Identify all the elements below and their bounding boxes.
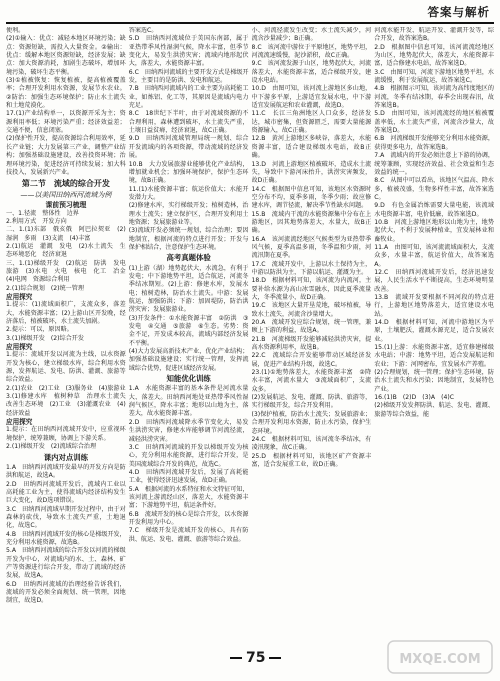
watermark-text: MXQE.COM — [399, 652, 481, 667]
answer-paragraph: 15.B 流域内干流的水能资源集中分布在上游地区，因其地势落差大，水量大，故B正确。 — [251, 210, 372, 235]
answer-paragraph: 20.A 流域开发应综合规划，统一管理，兼顾上下游的利益，故选A。 — [251, 319, 372, 335]
answer-paragraph: 6.B 流域开发的核心是综合开发，以水资源开发利用为中心。 — [128, 510, 249, 526]
answer-paragraph: 14.D 根据材料可知，河流中游地区为平原，土壤肥沃，灌溉水源充足，适合发展农业。 — [374, 319, 494, 343]
column-1 — [6, 27, 126, 647]
answer-paragraph: 河流水能开发、航运开发、灌溉开发等，综合开发，故答案选B。 — [374, 27, 494, 43]
answer-paragraph: 19.C 该地区大量开垦荒地，破坏植被，导致水土流失，河流含沙量增大。 — [251, 302, 372, 318]
answer-paragraph: 12.C 田纳西河流域开发后，经济迅速发展，人民生活水平不断提高，生态环境明显改善。 — [374, 268, 494, 293]
answer-paragraph: (3)①植被恢复：恢复植被，提高植被覆盖率；合理开发利用水资源，发展节水农业。②防治：加强生态环境保护；防止水土流失和土地荒漠化。 — [6, 77, 126, 110]
answer-paragraph: (4)大力发展高新技术产业，优化产业结构；加强基础设施建设；实行统一管理，发挥流域综合优势，促进区域经济发展。 — [128, 348, 249, 372]
answer-paragraph: (3)开发条件：①水能资源丰富 ②防洪 ③发电 ④交通 ⑤旅游 ⑥生态。劣势：资金不足，开发成本较高，流域内部经济发展不平衡。 — [128, 314, 249, 347]
heading-sec: 第二节 流域的综合开发 — [21, 179, 110, 189]
page-number-text: 75 — [246, 650, 266, 666]
heading-head: 课前预习梳理 — [45, 201, 87, 210]
answer-paragraph: 12.B 黄河上游地区多峡谷，落差大，水能资源丰富，适合建设梯级水电站，故B正确。 — [251, 135, 372, 160]
answer-paragraph: 10.B 河流上游地区地形以山地为主，地势起伏大，不利于发展种植业，宜发展林业和畜牧业。 — [374, 218, 494, 243]
column-4 — [374, 27, 494, 647]
answer-paragraph: 10.B 大力发展旅游业能够优化产业结构，增加就业机会；加强环境保护，保护生态环境，故B正确。 — [128, 160, 249, 185]
answer-paragraph: 8.C 18世纪下半叶，由于对流域资源的不合理利用，森林遭到破坏，水土流失严重，土壤日益贫瘠，经济衰退，故C正确。 — [128, 110, 249, 135]
answer-paragraph: 5.A 根据河流的水系特征和水文特征可知，该河流上游流经山区，落差大，水能资源丰富；下游地势平坦，航运条件好。 — [128, 485, 249, 510]
answer-paragraph: 24.C 根据材料可知，该河流冬季结冰，有凌汛现象，故C正确。 — [251, 435, 372, 452]
heading-box: 课内对点训练 — [43, 452, 89, 462]
column-3 — [252, 27, 372, 647]
column-2 — [129, 27, 249, 647]
answer-paragraph: 21.B 河流梯级开发能够减轻洪涝灾害，提高水资源利用率，故选B。 — [251, 335, 372, 352]
answer-paragraph: 5.A 田纳西河流域的综合开发以河流的梯级开发为中心，对流域内的水、土、森林、矿产等资源进行综合开发，带动了流域的经济发展，故选A。 — [6, 547, 126, 580]
answer-paragraph: 2.D 田纳西河流域开发后，流域内工业以高耗能工业为主，使得流域内经济结构发生巨大变化，故D选项错误。 — [6, 480, 126, 505]
page-number-dash-right — [269, 657, 281, 659]
answer-paragraph: 2.(1)航运 灌溉 发电 (2)水土流失 生态环境恶化 经济衰退 — [6, 242, 126, 259]
answer-paragraph: 3.C 田纳西河流域的开发以梯级开发为核心，充分利用水能资源，进行综合开发，是美国流域综合开发的典范，故选C。 — [128, 443, 249, 468]
answer-paragraph: 1.A 水能资源丰富的基本条件是河流水量大、落差大。田纳西河地处亚热带季风性湿润气候区，降水丰富；地形以山地为主，落差大，故水能资源丰富。 — [128, 385, 249, 418]
answer-paragraph: 25.D 根据材料可知，该地区矿产资源丰富，适合发展重工业，故D正确。 — [251, 452, 372, 468]
answer-paragraph: 2.(1)梯级开发 (2)流域综合治理 — [6, 443, 97, 451]
answer-paragraph: 2.D 田纳西河流域降水季节变化大，易发生洪涝灾害，修建水库能够调节河流径流，减轻洪涝灾害。 — [128, 418, 249, 443]
answer-paragraph: 5.D 田纳西河流域位于美国东南部，属于亚热带季风性湿润气候，降水丰富，但季节变化大，易发生洪涝灾害；流域内地形起伏大，落差大，水能资源丰富。 — [128, 35, 249, 68]
answer-paragraph: 7.B 田纳西河流域内的工业主要为高耗能工业，如炼铝、化工等，其原因是流域内电力充足。 — [128, 85, 249, 110]
answer-paragraph: 9.D 有色金属冶炼需要大量电能，该流域水电资源丰富，电价低廉，故答案选D。 — [374, 202, 494, 218]
answer-paragraph: 11.A 由图可知，该河流流域面积大，支流众多，水量丰富，航运价值大，故答案选A。 — [374, 243, 494, 268]
page-number-dash-left — [230, 657, 242, 659]
heading-sub: ——以美国田纳西河流域为例 — [20, 191, 112, 200]
site-watermark-logo — [386, 639, 494, 675]
answer-paragraph: 13.D 河流上游地区植被破坏，造成水土流失，导致中下游河床抬升，洪涝灾害频发，故D正确。 — [251, 160, 372, 185]
answer-paragraph: 7.A 流域内的开发必须注意上下游的协调，统筹兼顾，实现经济效益、社会效益和生态效益的统一。 — [374, 152, 494, 176]
answer-paragraph: 10.D 由图可知，该河流上游地区多山地，中下游多平原，上游适宜发展水电，中下游适宜发展航运和农业灌溉，故选D。 — [251, 85, 372, 110]
answer-paragraph: (2)合理规划，统一管理；保护生态环境，防治水土流失和水污染；因地制宜，发展特色产业。 — [374, 369, 494, 393]
answer-paragraph: 2.(1)农业 (2)工业 (3)服务业 (4)旅游业 — [6, 384, 126, 392]
answer-paragraph: 3.C 田纳西河流域早期开发过程中，由于对森林的砍伐，导致水土流失严重，土地退化，故选C。 — [6, 505, 126, 530]
answer-paragraph: 16.(1)B (2)D (3)A (4)C — [374, 394, 455, 402]
answer-paragraph: 14.C 根据图中信息可知，该地区水资源时空分布不均，夏季多雨，冬季少雨；故应修建水库，调节径流，解决季节性缺水问题。 — [251, 185, 372, 210]
answer-paragraph: 2.提示：可以，原因略。 — [6, 326, 73, 334]
answer-paragraph: 1.提示：(1)流域面积广，支流众多，落差大，水能资源丰富；(2)上游山区开发晚，经济落后，植被破坏，水土流失加剧。 — [6, 301, 126, 325]
answer-paragraph: (2)保护性开发，提高资源综合利用效率，延长产业链；大力发展第三产业，调整产业结构；加强基础设施建设，改善投资环境；治理环境污染，促进经济可持续发展；加大科技投入，发展新兴产业。 — [6, 135, 126, 176]
answer-paragraph: 3.(1)修建水库 植树种草 治理水土流失 改善生态环境 (2)工业 (3)灌溉农业 (4)经济效益 — [6, 393, 126, 417]
answer-paragraph: 15.(1)上游：水能资源丰富，适宜修建梯级水电站；中游：地势平坦，适合发展航运和农业；下游：河网密布，宜发展水产养殖。 — [374, 344, 494, 368]
answer-paragraph: 22.C 流域综合开发能够带动区域经济发展，促进产业结构升级，故选C。 — [251, 352, 372, 368]
answer-paragraph: 5.D 由图可知，该河流流经的地区植被覆盖率低，水土流失严重，河流含沙量大，故答案选D。 — [374, 110, 494, 135]
heading-head2: 应用探究 — [6, 418, 33, 427]
answer-paragraph: (2)梯级开发发挥防洪、航运、发电、灌溉、旅游等综合效益，能 — [374, 402, 494, 418]
answer-paragraph: 二、1.(1)东部 俄亥俄 阿巴拉契亚 (2)湿润 多雨 (3)支流 (4)丰富 — [6, 226, 126, 242]
answer-paragraph: 2.(1)综合规划 (2)统一管理 — [6, 284, 84, 292]
header-title: 答案与解析 — [427, 5, 490, 19]
answer-paragraph: 17.C 流域开发中，上游以水土保持为主，中游以防洪为主，下游以航运、灌溉为主。 — [251, 260, 372, 276]
answer-paragraph: (3)流域开发必须统一规划，综合治理；要因地制宜，根据河流的特点进行开发；开发与保护相结合，注意保护生态环境。 — [128, 227, 249, 251]
answer-paragraph: 18.D 根据材料可知，该河流为内流河，主要补给水源为高山冰雪融水，因此夏季流量大，冬季流量小，故D正确。 — [251, 277, 372, 301]
answer-paragraph: 8.C 从图中可以看出，该地区气温高、降水多，植被茂盛，生物多样性丰富，故答案选C。 — [374, 177, 494, 201]
answer-paragraph: 9.C 该河流发源于山区，地势起伏大，河流落差大，水能资源丰富，适合梯级开发，建设水电站。 — [251, 60, 372, 85]
answer-paragraph: 3.(1)梯级开发 (2)综合开发 — [6, 334, 84, 342]
answer-paragraph: 4.B 田纳西河流域开发的核心是梯级开发，充分利用水能资源，故选B。 — [6, 530, 126, 546]
answer-paragraph: 8.C 该河流中游位于平原地区，地势平坦，河流流速缓慢，泥沙淤积，故C正确。 — [251, 43, 372, 60]
heading-box: 知能优化训练 — [166, 374, 211, 384]
answer-paragraph: 1.提示：流域开发以河流为主线，以水资源开发为核心，建立梯级水库，综合利用水资源，发挥航运、发电、防洪、灌溉、旅游等综合效益。 — [6, 351, 126, 384]
answer-paragraph: 小、河流径流发生改变；水土流失减少，河流含沙量减少；B正确。 — [251, 27, 372, 43]
answer-paragraph: 2.D 根据图中信息可知，该河流流经地区为山区，地势起伏大，落差大，水能资源丰富，适合修建水电站，故答案选D。 — [374, 43, 494, 68]
answer-paragraph: 3.C 由图可知，河流下游地区地势平坦，水流缓慢，利于发展航运，故答案选C。 — [374, 68, 494, 85]
answer-paragraph: 6.D 田纳西河流域的治理经验告诉我们，流域的开发必须全面规划、统一管理，因地制宜，故选D。 — [6, 580, 126, 605]
heading-box: 高考真题体验 — [166, 253, 211, 263]
answer-paragraph: 6.B 河流梯级开发能够充分利用水能资源，获得更多电力，故答案选B。 — [374, 135, 494, 151]
answer-paragraph: 13.B 流域开发要根据不同河段的特点进行，上游地区地势落差大，适宜建设水电站。 — [374, 294, 494, 318]
watermark-mark — [386, 639, 494, 675]
answer-paragraph: 三、1.(1)梯级开发 (2)航运 防洪 发电 旅游 (3)水电 火电 核电 化工 冶金 (4)电网 资源综合利用 — [6, 259, 126, 284]
text-columns — [6, 27, 494, 647]
answer-paragraph: 23.(1)①地势落差大，水能资源丰富 ②降水丰富，河流水量大 ③流域面积广，支流众多。 — [251, 369, 372, 393]
answer-paragraph: 4.B 根据图示可知，该河流为高纬度地区的河流，冬季有结冰期，春季会出现春汛，故答案选B。 — [374, 85, 494, 110]
answer-paragraph: 17.(1)产业结构单一，以资源开采为主；资源利用率低；环境污染严重；经济效益差；交通不便，信息闭塞。 — [6, 110, 126, 135]
answer-paragraph: 一、1.径流 整体性 边界 — [6, 209, 79, 217]
answer-paragraph: 便利。 — [6, 27, 25, 34]
answer-paragraph: (1)上游（湖）地势起伏大，水流急，有利于发电；中下游地势平坦，适合航运，河流冬季结冰期短。(2)上游：修建水库，发展水电；植树造林，防治水土流失。中游：发展航运，加强防洪；下游：加固堤防，防治洪涝灾害；发展旅游业。 — [128, 264, 249, 314]
answer-paragraph: (2)①输入：优点：减轻本地区环境污染；缺点：资源短缺，需投入大量资金。②输出：优点：缓解本地区资源短缺，经济发展；缺点：加大资源消耗，加剧生态破坏，增加环境污染，破坏生态平衡。 — [6, 35, 126, 76]
answer-paragraph: 9.D 田纳西河流域管理局统一规划、综合开发流域内的各项资源，带动流域的经济发展。 — [128, 135, 249, 160]
answer-paragraph: 4.D 田纳西河流域开发后，发展了高耗能工业，使得经济迅速发展，故D正确。 — [128, 468, 249, 485]
answer-paragraph: (2)修建水库，实行梯级开发；植树造林，治理水土流失；建立保护区，合理开发利用土地资源；发展旅游业等。 — [128, 202, 249, 226]
heading-head2: 应用探究 — [6, 343, 33, 352]
answer-paragraph: 16.A 该河流流经地区气候类型为亚热带季风气候，夏季高温多雨，冬季温和少雨，河流汛期在夏季。 — [251, 235, 372, 260]
answer-paragraph: 2.利用方式 开发方向 — [6, 217, 67, 225]
answer-paragraph: 11.C 长江三角洲地区人口众多，经济发达，城市密集，但资源匮乏，需要大量能源资源输入，故C正确。 — [251, 110, 372, 135]
header-rule — [6, 22, 494, 24]
answer-paragraph: (3)保护植被，防治水土流失；发展旅游业；合理开发利用水资源，防止水污染，保护生态环境。 — [251, 410, 372, 435]
answer-paragraph: 答案选C。 — [128, 27, 158, 34]
answer-paragraph: 6.C 田纳西河流域的主要开发方式是梯级开发，主要目的是防洪、发电和航运。 — [128, 68, 249, 85]
answer-paragraph: (2)发展航运、发电、灌溉、防洪、旅游等，实行梯级开发，综合开发利用。 — [251, 394, 372, 410]
page-header — [0, 0, 500, 22]
answer-paragraph: 7.C 梯级开发是流域开发的核心，具有防洪、航运、发电、灌溉、旅游等综合效益。 — [128, 527, 249, 543]
answer-paragraph: 1.提示：在田纳西河流域开发中，应重视环境保护，统筹兼顾，协调上下游关系。 — [6, 426, 126, 442]
page-number — [226, 650, 285, 666]
heading-head2: 应用探究 — [6, 292, 33, 301]
answer-paragraph: 1.A 田纳西河流域开发最早的开发方向是防洪和航运，故选A。 — [6, 463, 126, 480]
answer-paragraph: 11.(1)水能资源丰富；航运价值大；水能开发潜力大。 — [128, 185, 249, 201]
